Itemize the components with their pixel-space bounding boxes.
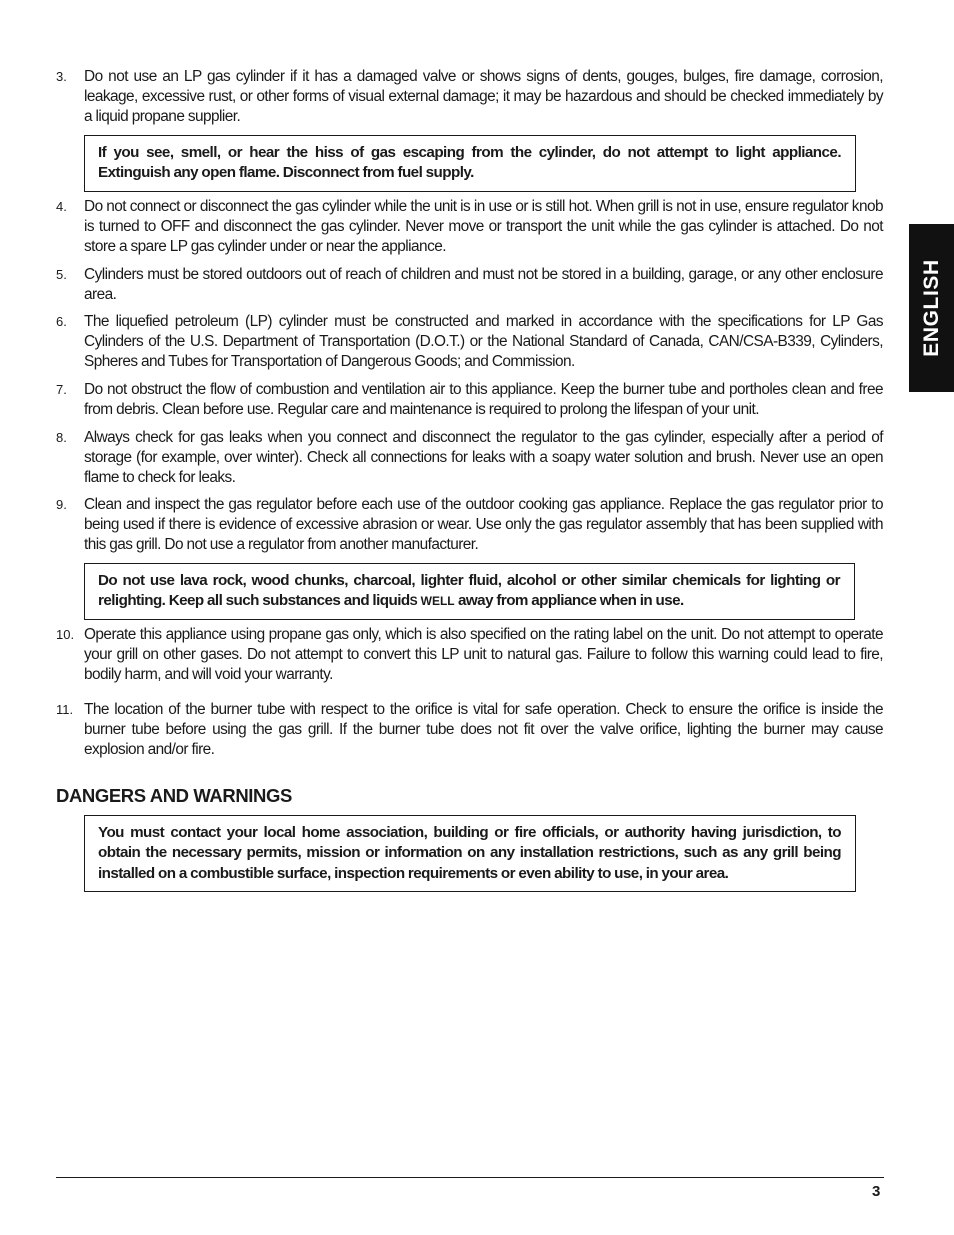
item-text: The location of the burner tube with respect to the orifice is vital for safe operation. Check to ensure the orifice is inside the burner tube before using the gas grill. If the burner tube does not fit over the valve orifice, lighting the burner may cause explosion and/or fire. xyxy=(84,701,883,759)
list-item xyxy=(56,495,883,555)
warning-text: Do not use lava rock, wood chunks, charcoal, lighter fluid, alcohol or other similar chemicals for lighting or relighting. Keep all such substances and liquid xyxy=(98,572,840,610)
item-number: 7. xyxy=(56,382,67,397)
item-text: Always check for gas leaks when you connect and disconnect the regulator to the gas cylinder, especially after a period of storage (for example, over winter). Check all connections for leaks with a soapy water solution and brush. Never use an open flame to check for leaks. xyxy=(84,429,883,487)
list-item xyxy=(56,380,883,420)
page-number: 3 xyxy=(872,1183,881,1200)
item-text: Clean and inspect the gas regulator before each use of the outdoor cooking gas appliance. Replace the gas regulator prior to being used if there is evidence of excessive abrasion or wear. Use only the gas regulator assembly that has been supplied with this gas grill. Do not use a regulator from another manufacturer. xyxy=(84,496,883,554)
warning-text-smallcaps: S WELL xyxy=(409,594,455,609)
item-text: Operate this appliance using propane gas only, which is also specified on the rating label on the unit. Do not attempt to operate your grill on other gases. Do not attempt to convert this LP unit to natural gas. Failure to follow this warning could lead to fire, bodily harm, and will void your warranty. xyxy=(84,626,883,684)
item-number: 3. xyxy=(56,69,67,84)
section-heading: DANGERS AND WARNINGS xyxy=(56,785,292,806)
item-number: 8. xyxy=(56,430,67,445)
item-text: Cylinders must be stored outdoors out of reach of children and must not be stored in a building, garage, or any other enclosure area. xyxy=(84,266,883,304)
warning-box-permits: You must contact your local home association, building or fire officials, or authority having jurisdiction, to obtain the necessary permits, mission or information on any installation restrictions, such as any grill being installed on a combustible surface, inspection requirements or even ability to use, in your area. xyxy=(84,815,856,892)
warning-box-gas-escape: If you see, smell, or hear the hiss of gas escaping from the cylinder, do not attempt to light appliance. Extinguish any open flame. Disconnect from fuel supply. xyxy=(84,135,856,192)
item-number: 4. xyxy=(56,199,67,214)
warning-text: away from appliance when in use. xyxy=(454,592,684,610)
item-number: 5. xyxy=(56,267,67,282)
item-text: Do not obstruct the flow of combustion and ventilation air to this appliance. Keep the burner tube and portholes clean and free from debris. Clean before use. Regular care and maintenance is required to prolong the lifespan of your unit. xyxy=(84,381,883,419)
footer-divider xyxy=(56,1177,884,1178)
list-item xyxy=(56,428,883,488)
list-item xyxy=(56,67,883,127)
list-item xyxy=(56,625,883,685)
list-item xyxy=(56,700,883,760)
list-item xyxy=(56,312,883,372)
item-number: 6. xyxy=(56,314,67,329)
list-item xyxy=(56,197,883,257)
item-number: 11. xyxy=(56,702,74,717)
item-number: 10. xyxy=(56,627,75,642)
item-text: Do not use an LP gas cylinder if it has a damaged valve or shows signs of dents, gouges, bulges, fire damage, corrosion, leakage, excessive rust, or other forms of visual external damage; it may be hazardous and should be checked immediately by a liquid propane supplier. xyxy=(84,68,883,126)
language-tab xyxy=(909,224,954,392)
item-text: Do not connect or disconnect the gas cylinder while the unit is in use or is still hot. When grill is not in use, ensure regulator knob is turned to OFF and disconnect the gas cylinder. Never move or transport the unit while the gas cylinder is attached. Do not store a spare LP gas cylinder under or near the appliance. xyxy=(84,198,883,256)
item-text: The liquefied petroleum (LP) cylinder must be constructed and marked in accordance with the specifications for LP Gas Cylinders of the U.S. Department of Transportation (D.O.T.) or the National Standard of Canada, CAN/CSA-B339, Cylinders, Spheres and Tubes for Transportation of Dangerous Goods; and Commission. xyxy=(84,313,883,371)
language-tab-label: ENGLISH xyxy=(919,259,943,357)
item-number: 9. xyxy=(56,497,67,512)
warning-box-lava-rock xyxy=(84,563,855,620)
list-item xyxy=(56,265,883,305)
